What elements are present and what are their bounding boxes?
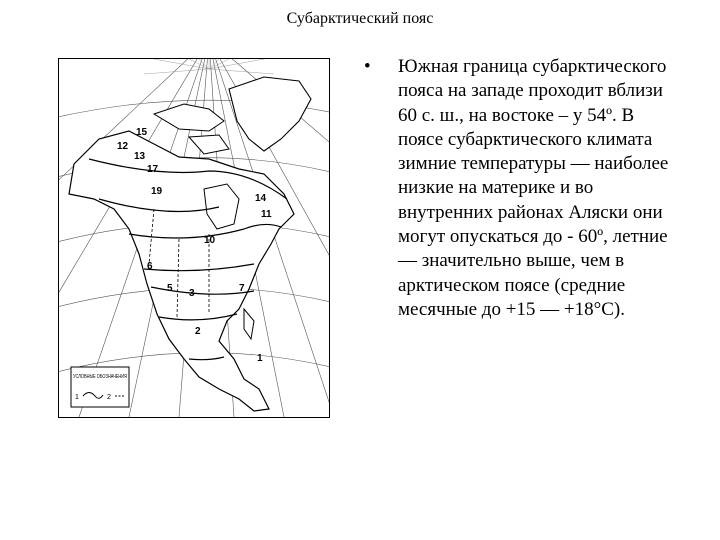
region-number: 19 — [151, 186, 163, 197]
region-number: 17 — [147, 164, 159, 175]
region-number: 13 — [134, 151, 146, 162]
legend-title: УСЛОВНЫЕ ОБОЗНАЧЕНИЯ — [73, 374, 128, 380]
pole-rays — [144, 59, 274, 74]
greenland-outline — [229, 77, 311, 151]
region-number: 5 — [167, 283, 173, 294]
region-number: 1 — [257, 353, 263, 364]
slide-paragraph: Южная граница субарктического пояса на западе проходит вблизи 60 с. ш., на востоке – у 54º. В поясе субарктического климата зимние температуры — наиболее низкие на материке и во внутренних районах Аляски они могут опускаться до - 60º, летние — значительно выше, чем в арктическом поясе (средние месячные до +15 — +18°С). — [398, 56, 669, 320]
region-number: 2 — [195, 326, 201, 337]
region-number: 6 — [147, 261, 153, 272]
arctic-island-outline — [189, 135, 229, 154]
climate-map-north-america — [58, 58, 330, 418]
map-legend — [71, 367, 129, 407]
region-number: 7 — [239, 283, 245, 294]
region-number: 11 — [261, 209, 272, 220]
legend-key-label: 1 — [75, 394, 79, 401]
region-number: 15 — [136, 127, 148, 138]
region-number: 14 — [255, 193, 267, 204]
bullet-marker: • — [364, 56, 371, 77]
climate-map-drawing — [59, 59, 329, 417]
region-number: 3 — [189, 288, 195, 299]
region-number: 12 — [117, 141, 129, 152]
slide-title: Субарктический пояс — [286, 10, 434, 27]
legend-key-label: 2 — [107, 394, 111, 401]
region-number: 10 — [204, 235, 216, 246]
florida-outline — [244, 309, 254, 339]
